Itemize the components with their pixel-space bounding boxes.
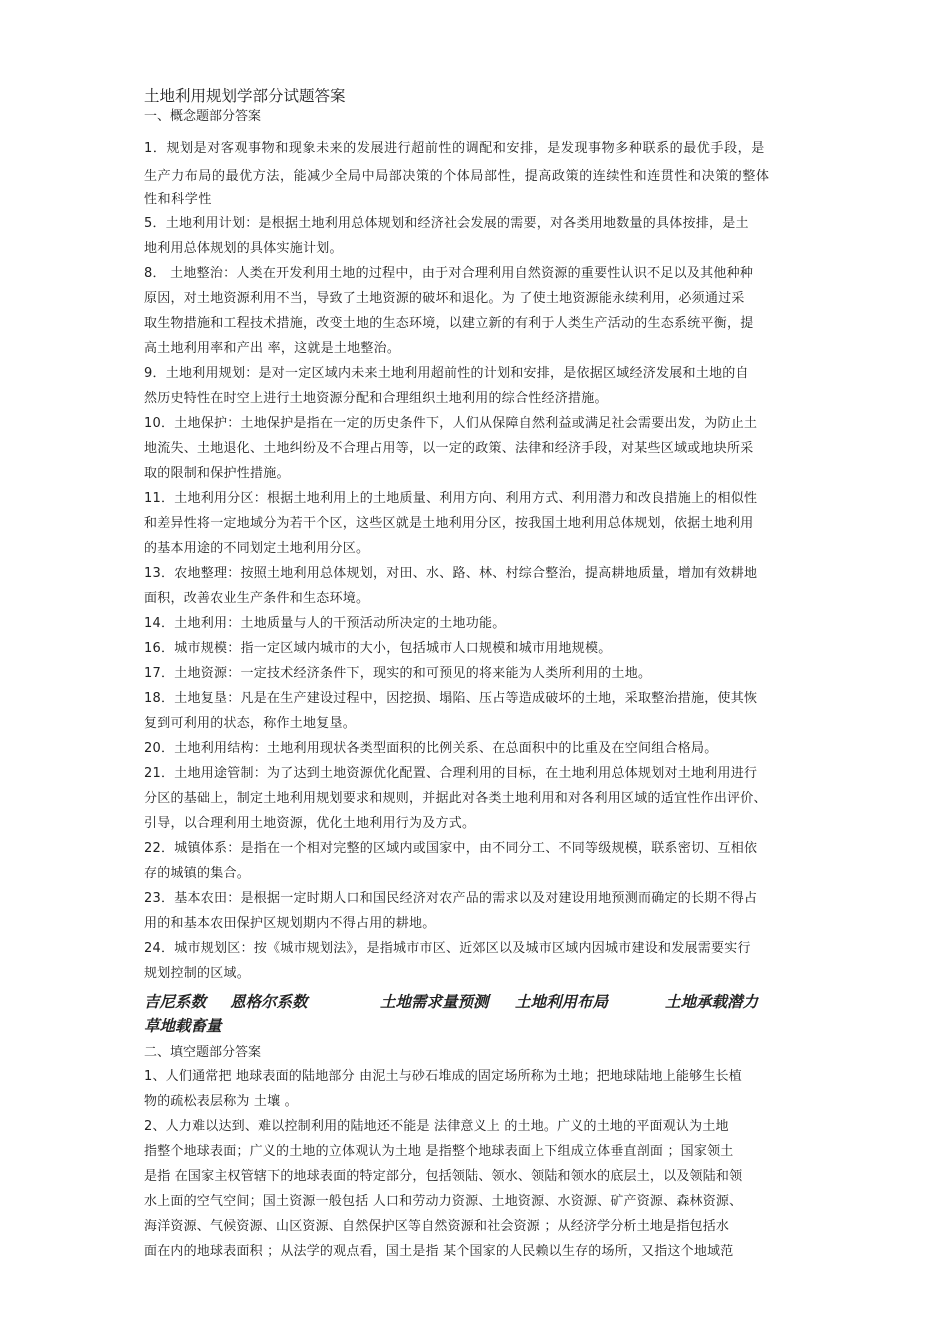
paragraph-line: 和差异性将一定地域分为若干个区，这些区就是土地利用分区，按我国土地利用总体规划，依据土地利用 [144, 516, 754, 531]
term: 吉尼系数 [144, 992, 207, 1011]
paragraph-line: 引导，以合理利用土地资源，优化土地利用行为及方式。 [144, 816, 476, 831]
paragraph-line: 1．规划是对客观事物和现象未来的发展进行超前性的调配和安排，是发现事物多种联系的最优手段，是 [144, 141, 765, 156]
paragraph [144, 761, 814, 836]
paragraph-line: 18．土地复垦：凡是在生产建设过程中，因挖损、塌陷、压占等造成破坏的土地，采取整治措施，使其恢 [144, 691, 758, 706]
paragraph-line: 存的城镇的集合。 [144, 866, 251, 881]
paragraph-line: 性和科学性 [144, 192, 213, 207]
paragraph [144, 661, 814, 686]
paragraph-line: 海洋资源、气候资源、山区资源、自然保护区等自然资源和社会资源 ；从经济学分析土地是指包括水 [144, 1219, 730, 1234]
paragraph-line: 13．农地整理：按照土地利用总体规划，对田、水、路、林、村综合整治，提高耕地质量，增加有效耕地 [144, 566, 758, 581]
term: 土地承载潜力 [665, 992, 759, 1011]
paragraph-line: 取的限制和保护性措施。 [144, 466, 290, 481]
paragraph-line: 然历史特性在时空上进行土地资源分配和合理组织土地利用的综合性经济措施。 [144, 391, 608, 406]
document-title: 土地利用规划学部分试题答案 [144, 87, 346, 105]
paragraph-line: 9．土地利用规划：是对一定区域内未来土地利用超前性的计划和安排，是依据区域经济发展和土地的自 [144, 366, 749, 381]
paragraph-line: 面积，改善农业生产条件和生态环境。 [144, 591, 370, 606]
paragraph [144, 261, 814, 361]
paragraph [144, 736, 814, 761]
paragraph-line: 分区的基础上，制定土地利用规划要求和规则，并据此对各类土地利用和对各利用区域的适宜性作出评价、 [144, 791, 767, 806]
paragraph [144, 1064, 814, 1114]
paragraph-line: 取生物措施和工程技术措施，改变土地的生态环境，以建立新的有利于人类生产活动的生态系统平衡，提 [144, 316, 754, 331]
paragraph [144, 361, 814, 411]
term: 土地利用布局 [515, 992, 609, 1011]
paragraph [144, 135, 814, 209]
term: 恩格尔系数 [230, 992, 308, 1011]
key-terms-line [144, 990, 814, 1014]
paragraph-line: 2、人力难以达到、难以控制利用的陆地还不能是 法律意义上 的土地。广义的土地的平面观认为土地 [144, 1119, 729, 1134]
fill-list [144, 1064, 814, 1264]
paragraph [144, 611, 814, 636]
paragraph-line: 高土地利用率和产出 率，这就是土地整治。 [144, 341, 401, 356]
section-heading-concepts: 一、概念题部分答案 [144, 109, 262, 124]
paragraph [144, 636, 814, 661]
paragraph-line: 23．基本农田：是根据一定时期人口和国民经济对农产品的需求以及对建设用地预测而确定的长期不得占 [144, 891, 758, 906]
term: 土地需求量预测 [380, 992, 489, 1011]
paragraph-line: 物的疏松表层称为 土壤 。 [144, 1094, 298, 1109]
paragraph-line: 14．土地利用：土地质量与人的干预活动所决定的土地功能。 [144, 616, 506, 631]
paragraph [144, 211, 814, 261]
paragraph-line: 的基本用途的不同划定土地利用分区。 [144, 541, 370, 556]
paragraph-line: 1、人们通常把 地球表面的陆地部分 由泥土与砂石堆成的固定场所称为土地；把地球陆地上能够生长植 [144, 1069, 742, 1084]
paragraph-line: 水上面的空气空间；国土资源一般包括 人口和劳动力资源、土地资源、水资源、矿产资源、森林资源、 [144, 1194, 743, 1209]
key-terms [144, 990, 814, 1038]
paragraph-line: 20．土地利用结构：土地利用现状各类型面积的比例关系、在总面积中的比重及在空间组合格局。 [144, 741, 718, 756]
paragraph-line: 22．城镇体系：是指在一个相对完整的区域内或国家中，由不同分工、不同等级规模，联系密切、互相依 [144, 841, 758, 856]
concept-list [144, 211, 814, 986]
paragraph-line: 用的和基本农田保护区规划期内不得占用的耕地。 [144, 916, 436, 931]
paragraph-line: 24．城市规划区：按《城市规划法》，是指城市市区、近郊区以及城市区域内因城市建设和发展需要实行 [144, 941, 751, 956]
paragraph [144, 686, 814, 736]
paragraph [144, 411, 814, 486]
paragraph [144, 886, 814, 936]
paragraph [144, 486, 814, 561]
paragraph-line: 10．土地保护：土地保护是指在一定的历史条件下，人们从保障自然利益或满足社会需要出发，为防止土 [144, 416, 758, 431]
paragraph-line: 指整个地球表面；广义的土地的立体观认为土地 是指整个地球表面上下组成立体垂直剖面 ；国家领土 [144, 1144, 734, 1159]
paragraph-line: 原因，对土地资源利用不当，导致了土地资源的破坏和退化。为 了使土地资源能永续利用，必须通过采 [144, 291, 745, 306]
paragraph [144, 561, 814, 611]
paragraph-line: 规划控制的区域。 [144, 966, 251, 981]
paragraph-line: 复到可利用的状态，称作土地复垦。 [144, 716, 357, 731]
key-terms-line [144, 1014, 814, 1038]
paragraph-line: 16．城市规模：指一定区域内城市的大小，包括城市人口规模和城市用地规模。 [144, 641, 612, 656]
paragraph-line: 生产力布局的最优方法，能减少全局中局部决策的个体局部性，提高政策的连续性和连贯性和决策的整体 [144, 169, 770, 184]
paragraph-line: 是指 在国家主权管辖下的地球表面的特定部分，包括领陆、领水、领陆和领水的底层土，以及领陆和领 [144, 1169, 743, 1184]
paragraph-line: 17．土地资源：一定技术经济条件下，现实的和可预见的将来能为人类所利用的土地。 [144, 666, 652, 681]
paragraph [144, 836, 814, 886]
section-heading-fill: 二、填空题部分答案 [144, 1045, 262, 1060]
paragraph-line: 地流失、土地退化、土地纠纷及不合理占用等，以一定的政策、法律和经济手段，对某些区域或地块所采 [144, 441, 754, 456]
term: 草地载畜量 [144, 1016, 222, 1035]
paragraph-line: 21．土地用途管制：为了达到土地资源优化配置、合理利用的目标，在土地利用总体规划对土地利用进行 [144, 766, 758, 781]
paragraph-line: 8． 土地整治：人类在开发利用土地的过程中，由于对合理利用自然资源的重要性认识不足以及其他种种 [144, 266, 754, 281]
paragraph [144, 936, 814, 986]
concept-entry-1 [144, 135, 814, 209]
document-page [144, 86, 814, 1264]
paragraph-line: 5．土地利用计划：是根据土地利用总体规划和经济社会发展的需要，对各类用地数量的具体按排，是土 [144, 216, 749, 231]
paragraph-line: 地利用总体规划的具体实施计划。 [144, 241, 343, 256]
paragraph-line: 面在内的地球表面积 ；从法学的观点看，国土是指 某个国家的人民赖以生存的场所，又指这个地域范 [144, 1244, 734, 1259]
paragraph-line: 11．土地利用分区：根据土地利用上的土地质量、利用方向、利用方式、利用潜力和改良措施上的相似性 [144, 491, 758, 506]
paragraph [144, 1114, 814, 1264]
